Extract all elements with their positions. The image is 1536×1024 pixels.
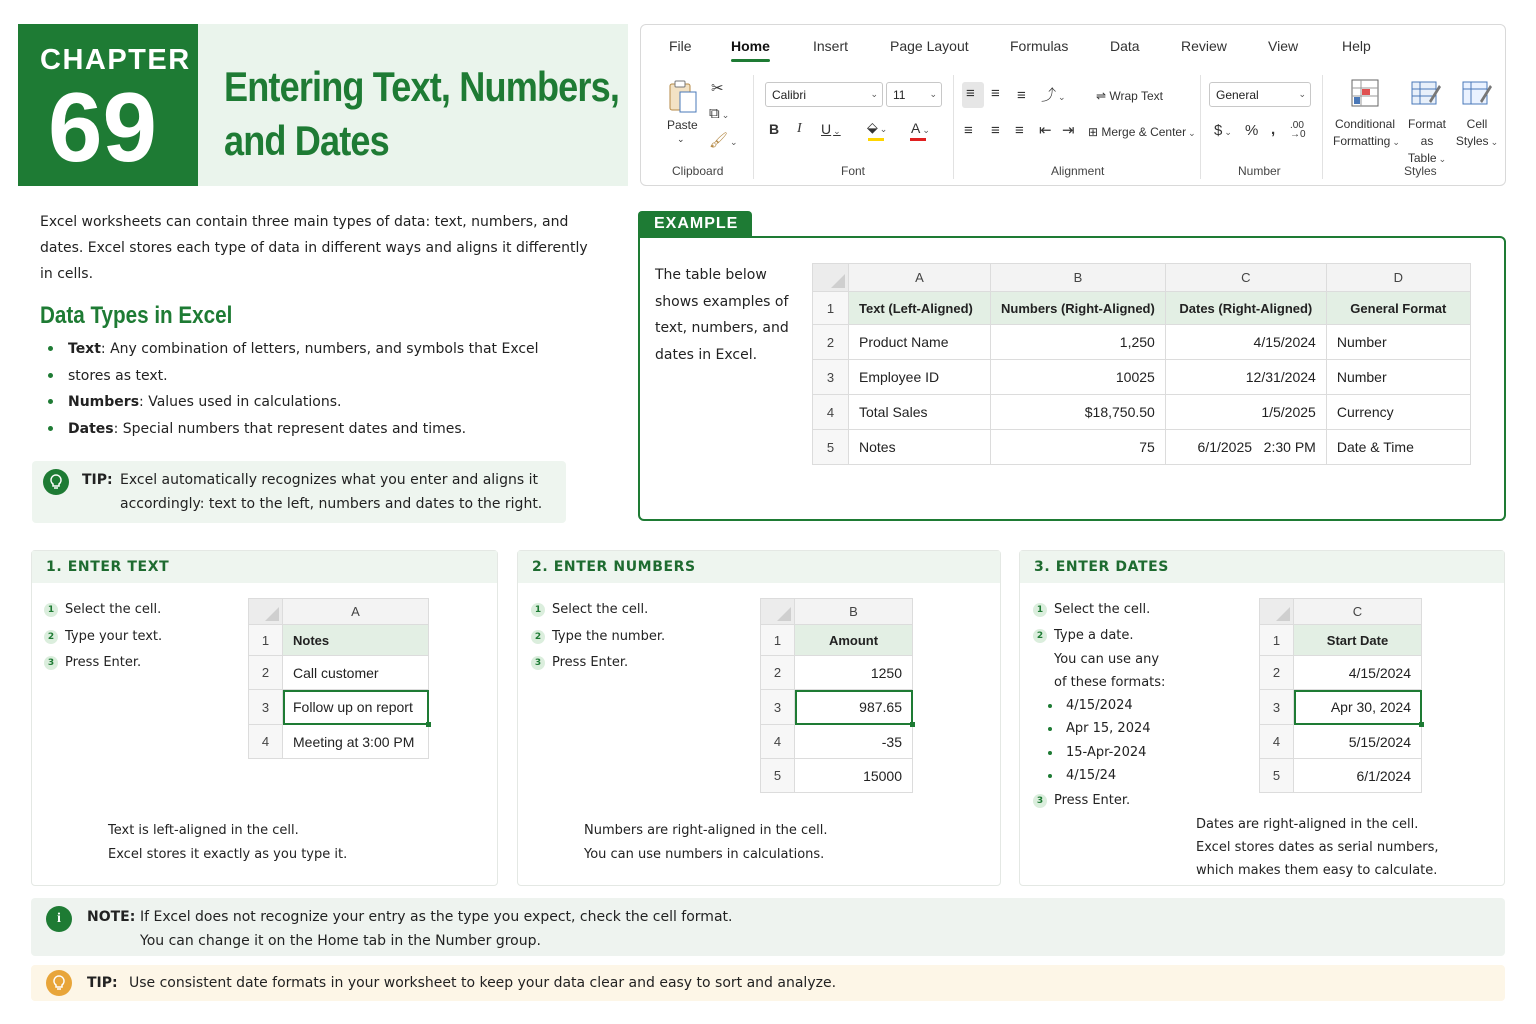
conditional-formatting-icon[interactable] [1351,79,1379,107]
align-middle-icon[interactable]: ≡ [991,85,1000,102]
list-item: 4/15/2024 [1046,694,1243,718]
copy-icon[interactable]: ⧉ ⌄ [709,105,730,122]
note-label: NOTE: [87,909,136,925]
enter-dates-panel [1019,550,1505,886]
list-item: 3 Press Enter. [531,650,731,677]
cell[interactable]: $18,750.50 [991,395,1166,430]
tip-text-line2: accordingly: text to the left, numbers and dates to the right. [120,496,543,512]
cell[interactable]: 6/1/2024 [1294,759,1422,793]
tab-page-layout[interactable]: Page Layout [890,38,969,54]
row-header[interactable]: 5 [1260,759,1294,793]
panel-caption: Numbers are right-aligned in the cell. You can use numbers in calculations. [584,823,828,862]
orientation-icon[interactable]: ⤴ ⌄ [1041,87,1066,104]
chevron-down-icon: ⌄ [1438,154,1447,164]
cell[interactable]: Meeting at 3:00 PM [283,725,429,759]
tip-label: TIP: [82,472,113,488]
step-list [531,597,731,677]
cell[interactable]: 5/15/2024 [1294,725,1422,759]
row-header[interactable]: 3 [1260,690,1294,725]
panel-caption: Text is left-aligned in the cell. Excel stores it exactly as you type it. [108,823,348,862]
row-header[interactable]: 4 [1260,725,1294,759]
conditional-formatting-button[interactable]: Conditional Formatting ⌄ [1333,117,1400,148]
column-header[interactable]: B [795,599,913,625]
row-header[interactable]: 1 [761,625,795,656]
increase-indent-icon[interactable]: ⇥ [1062,122,1075,139]
cell[interactable]: 1,250 [991,325,1166,360]
excel-ribbon [640,24,1506,186]
selected-cell[interactable]: Follow up on report [283,690,429,725]
cell-styles-icon[interactable] [1462,79,1492,107]
row-header[interactable]: 3 [761,690,795,725]
chevron-down-icon: ⌄ [1392,137,1400,147]
list-item: 2 Type your text. [44,624,244,651]
wrap-text-icon: ⇌ [1096,89,1110,103]
currency-icon[interactable]: $ ⌄ [1214,122,1232,139]
enter-text-panel [31,550,498,886]
tab-help[interactable]: Help [1342,38,1371,54]
alignment-group-label: Alignment [1051,164,1105,178]
panel-title: 1. ENTER TEXT [32,551,497,583]
fill-color-icon[interactable]: ⬙ ⌄ [867,119,888,135]
dates-spreadsheet [1259,598,1422,793]
numbers-spreadsheet [760,598,913,793]
paste-label[interactable]: Paste [667,118,698,132]
cell[interactable]: Start Date [1294,625,1422,656]
text-spreadsheet [248,598,429,759]
underline-icon[interactable]: U ⌄ [821,121,841,137]
list-item: 1 Select the cell. [1033,597,1243,624]
decimal-icon[interactable]: .00 →0 [1290,120,1306,140]
percent-icon[interactable]: % [1245,122,1259,139]
row-header[interactable]: 1 [813,292,849,325]
chevron-down-icon: ⌄ [1188,128,1196,138]
enter-numbers-panel [517,550,1001,886]
row-header[interactable]: 5 [761,759,795,793]
column-header[interactable]: C [1294,599,1422,625]
lightbulb-icon [43,469,69,495]
data-types-list [48,336,568,442]
clipboard-group-label: Clipboard [672,164,724,178]
cell[interactable]: Numbers (Right-Aligned) [991,292,1166,325]
chapter-label: CHAPTER [40,44,191,76]
column-header[interactable]: A [283,599,429,625]
list-item: 3 Press Enter. [1033,788,1243,815]
cut-icon[interactable]: ✂ [711,80,724,97]
font-size-select[interactable]: 11 ⌄ [886,82,942,107]
cell[interactable]: Notes [283,625,429,656]
align-left-icon[interactable]: ≡ [964,122,973,139]
chevron-down-icon: ⌄ [1298,89,1306,99]
table-row [813,325,1471,360]
example-description: The table below shows examples of text, numbers, and dates in Excel. [655,267,789,363]
cell-styles-button[interactable]: Cell Styles ⌄ [1455,117,1499,148]
format-painter-icon[interactable]: 🖌 ⌄ [709,132,738,149]
tip-label: TIP: [87,975,118,991]
list-item: 1 Select the cell. [531,597,731,624]
format-as-table-button[interactable]: Format as Table ⌄ [1407,117,1447,165]
cell[interactable]: Text (Left-Aligned) [849,292,991,325]
align-top-icon[interactable]: ≡ [966,85,975,102]
tab-review[interactable]: Review [1181,38,1227,54]
tab-file[interactable]: File [669,38,692,54]
number-group-label: Number [1238,164,1281,178]
list-item: Dates: Special numbers that represent dates and times. [48,416,568,443]
cell[interactable]: 12/31/2024 [1165,360,1326,395]
cell[interactable]: 1250 [795,656,913,690]
cell[interactable]: -35 [795,725,913,759]
select-all-corner[interactable] [761,599,795,625]
row-header[interactable]: 1 [1260,625,1294,656]
cell[interactable]: Notes [849,430,991,465]
chevron-down-icon: ⌄ [870,89,878,99]
decrease-indent-icon[interactable]: ⇤ [1039,122,1052,139]
tip-text: Use consistent date formats in your worksheet to keep your data clear and easy to sort and analyze. [129,975,837,991]
chevron-down-icon[interactable]: ⌄ [677,134,685,144]
row-header[interactable]: 2 [761,656,795,690]
note-text-line2: You can change it on the Home tab in the Number group. [140,933,541,949]
cell[interactable]: 75 [991,430,1166,465]
wrap-text-button[interactable]: ⇌ Wrap Text [1096,89,1163,103]
note-box [31,898,1505,956]
lightbulb-icon [46,970,72,996]
data-types-heading: Data Types in Excel [40,302,233,329]
styles-group-label: Styles [1404,164,1437,178]
intro-paragraph: Excel worksheets can contain three main types of data: text, numbers, and dates. Excel stores each type of data in different ways and aligns it differently in cells. [40,214,588,282]
row-header[interactable]: 2 [1260,656,1294,690]
paste-icon[interactable] [667,79,699,115]
list-item: 15-Apr-2024 [1046,741,1243,765]
chevron-down-icon: ⌄ [929,89,937,99]
panel-title: 3. ENTER DATES [1020,551,1504,583]
list-item: 1 Select the cell. [44,597,244,624]
list-item: 3 Press Enter. [44,650,244,677]
list-item: 2 Type the number. [531,624,731,651]
chapter-title-band [198,24,628,186]
select-all-corner[interactable] [249,599,283,625]
note-text-line1: If Excel does not recognize your entry as the type you expect, check the cell format. [140,909,733,925]
cell[interactable]: 4/15/2024 [1165,325,1326,360]
row-header[interactable]: 4 [813,395,849,430]
info-icon: i [46,906,72,932]
font-name-select[interactable]: Calibri ⌄ [765,82,883,107]
row-header[interactable]: 5 [813,430,849,465]
cell[interactable]: Dates (Right-Aligned) [1165,292,1326,325]
chapter-badge [18,24,198,186]
cell[interactable]: Currency [1326,395,1470,430]
align-right-icon[interactable]: ≡ [1015,122,1024,139]
table-row [813,430,1471,465]
tip-text-line1: Excel automatically recognizes what you enter and aligns it [120,472,538,488]
list-item: Numbers: Values used in calculations. [48,389,568,416]
cell[interactable]: 4/15/2024 [1294,656,1422,690]
step-list [44,597,244,677]
row-header[interactable]: 3 [813,360,849,395]
row-header[interactable]: 2 [249,656,283,690]
select-all-corner[interactable] [813,264,849,292]
tab-formulas[interactable]: Formulas [1010,38,1069,54]
tab-view[interactable]: View [1268,38,1299,54]
example-tag: EXAMPLE [638,211,752,238]
cell[interactable]: 15000 [795,759,913,793]
list-item: Apr 15, 2024 [1046,717,1243,741]
cell[interactable]: Number [1326,360,1470,395]
cell[interactable]: Employee ID [849,360,991,395]
panel-caption: Dates are right-aligned in the cell. Excel stores dates as serial numbers, which makes them easy to calculate. [1196,817,1439,878]
cell[interactable]: Number [1326,325,1470,360]
tab-data[interactable]: Data [1110,38,1140,54]
align-bottom-icon[interactable]: ≡ [1017,87,1026,104]
panel-title: 2. ENTER NUMBERS [518,551,1000,583]
selected-cell[interactable]: 987.65 [795,690,913,725]
comma-style-icon[interactable]: , [1271,121,1276,138]
font-group-label: Font [841,164,866,178]
align-center-icon[interactable]: ≡ [991,122,1000,139]
step-list: 1 Select the cell. 2 Type a date. You can use any of these formats: 4/15/2024 Apr 15, 2024 15-Apr-2024 4/15/24 3 Press Enter. [1033,597,1243,814]
table-row [813,395,1471,430]
cell[interactable]: Call customer [283,656,429,690]
row-header[interactable]: 1 [249,625,283,656]
column-header[interactable]: D [1326,264,1470,292]
chapter-number: 69 [48,72,158,182]
format-as-table-icon[interactable] [1411,79,1441,107]
cell[interactable]: 10025 [991,360,1166,395]
cell[interactable]: Product Name [849,325,991,360]
tip-box-bottom [31,965,1505,1001]
example-spreadsheet [812,263,1471,465]
chevron-down-icon: ⌄ [1490,137,1499,147]
row-header[interactable]: 4 [249,725,283,759]
column-header[interactable]: A [849,264,991,292]
tab-insert[interactable]: Insert [813,38,849,54]
cell[interactable]: Date & Time [1326,430,1470,465]
list-item: 4/15/24 [1046,764,1243,788]
cell[interactable]: Amount [795,625,913,656]
tip-box [32,461,566,523]
cell[interactable]: General Format [1326,292,1470,325]
list-item: Text: Any combination of letters, numbers, and symbols that Excel [48,336,568,363]
column-header[interactable]: B [991,264,1166,292]
cell[interactable]: Total Sales [849,395,991,430]
list-item: stores as text. [48,363,568,390]
select-all-corner[interactable] [1260,599,1294,625]
cell[interactable]: 6/1/2025 2:30 PM [1165,430,1326,465]
selected-cell[interactable]: Apr 30, 2024 [1294,690,1422,725]
font-color-icon[interactable]: A ⌄ [911,120,930,136]
merge-center-button[interactable]: ⊞ Merge & Center ⌄ [1088,125,1196,139]
list-item: 2 Type a date. [1033,624,1243,648]
row-header[interactable]: 2 [813,325,849,360]
number-format-select[interactable]: General ⌄ [1209,82,1311,107]
merge-icon: ⊞ [1088,125,1102,139]
chapter-title: Entering Text, Numbers, and Dates [224,63,620,164]
bold-icon[interactable]: B [769,121,780,137]
italic-icon[interactable]: I [797,121,802,136]
row-header[interactable]: 3 [249,690,283,725]
tab-home[interactable]: Home [731,38,770,54]
cell[interactable]: 1/5/2025 [1165,395,1326,430]
column-header[interactable]: C [1165,264,1326,292]
table-row [813,360,1471,395]
row-header[interactable]: 4 [761,725,795,759]
